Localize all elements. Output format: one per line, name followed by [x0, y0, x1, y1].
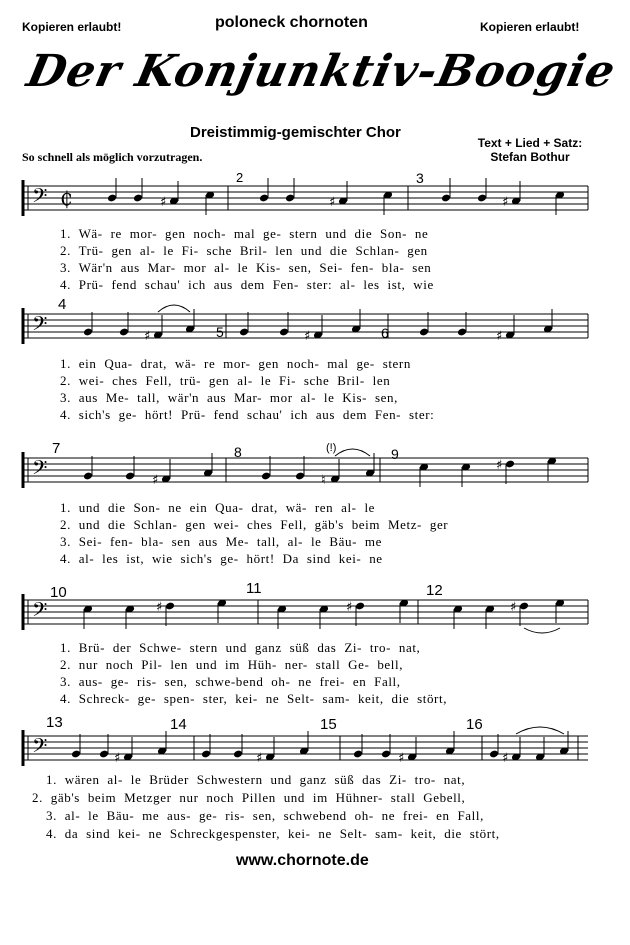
- sharp-icon: ♯: [510, 600, 517, 615]
- sharp-icon: ♯: [496, 329, 503, 344]
- slur: [335, 449, 370, 456]
- measure-number-6: 6: [381, 325, 389, 341]
- sharp-icon: ♯: [160, 195, 167, 210]
- lyric-line-3-4: 4. al- les ist, wie sich's ge- hört! Da sind kei- ne: [60, 551, 383, 566]
- measure-number-16: 16: [466, 716, 483, 733]
- lyric-line-2-2: 2. wei- ches Fell, trü- gen al- le Fi- sche Bril- len: [60, 373, 391, 388]
- lyric-line-1-1: 1. Wä- re mor- gen noch- mal ge- stern und die Son- ne: [60, 226, 429, 241]
- slur: [158, 305, 190, 312]
- sharp-icon: ♯: [156, 600, 163, 615]
- sharp-icon: ♯: [329, 195, 336, 210]
- measure-number-7: 7: [52, 440, 61, 457]
- lyric-line-5-4: 4. da sind kei- ne Schreckgespenster, kei- ne Selt- sam- keit, die stört,: [46, 826, 500, 841]
- credits-line-1: Text + Lied + Satz:: [477, 136, 583, 150]
- sharp-icon: ♯: [502, 195, 509, 210]
- slur: [516, 727, 564, 734]
- lyric-line-2-3: 3. aus Me- tall, wär'n aus Mar- mor al- le Kis- sen,: [60, 390, 398, 405]
- sharp-icon: ♯: [304, 329, 311, 344]
- credits-line-2: Stefan Bothur: [490, 150, 570, 164]
- lyric-line-2-1: 1. ein Qua- drat, wä- re mor- gen noch- mal ge- stern: [60, 356, 411, 371]
- sharp-icon: ♯: [496, 458, 503, 473]
- tempo-marking: So schnell als möglich vorzutragen.: [22, 150, 203, 164]
- sharp-icon: ♯: [114, 751, 121, 766]
- measure-number-2: 2: [236, 170, 244, 185]
- measure-number-4: 4: [58, 296, 67, 313]
- bass-clef-icon: 𝄢: [32, 456, 48, 484]
- sharp-icon: ♯: [144, 329, 151, 344]
- lyric-line-4-4: 4. Schreck- ge- spen- ster, kei- ne Selt- sam- keit, die stört,: [60, 691, 448, 706]
- lyric-line-2-4: 4. sich's ge- hört! Prü- fend schau' ich aus dem Fen- ster:: [60, 407, 435, 422]
- lyric-line-3-1: 1. und die Son- ne ein Qua- drat, wä- ren al- le: [60, 500, 376, 515]
- song-title: Der Konjunktiv-Boogie: [22, 46, 621, 97]
- lyric-line-4-1: 1. Brü- der Schwe- stern und ganz süß das Zi- tro- nat,: [60, 640, 421, 655]
- subtitle: Dreistimmig-gemischter Chor: [190, 124, 401, 141]
- cut-time-icon: ₵: [60, 186, 73, 210]
- lyric-line-5-1: 1. wären al- le Brüder Schwestern und ganz süß das Zi- tro- nat,: [46, 772, 466, 787]
- lyric-line-5-3: 3. al- le Bäu- me aus- ge- ris- sen, schwebend oh- ne frei- en Fall,: [46, 808, 484, 823]
- measure-number-13: 13: [46, 714, 63, 731]
- lyric-line-4-3: 3. aus- ge- ris- sen, schwe-bend oh- ne frei- en Fall,: [60, 674, 401, 689]
- lyric-line-5-2: 2. gäb's beim Metzger nur noch Pillen und im Hühner- stall Gebell,: [32, 790, 466, 805]
- sharp-icon: ♯: [256, 751, 263, 766]
- copy-note-left: Kopieren erlaubt!: [22, 20, 122, 34]
- measure-number-3: 3: [416, 170, 424, 186]
- measure-number-14: 14: [170, 716, 187, 733]
- lyric-line-1-4: 4. Prü- fend schau' ich aus dem Fen- ster: al- les ist, wie: [60, 277, 434, 292]
- bass-clef-icon: 𝄢: [32, 734, 48, 762]
- natural-icon: ♮: [321, 473, 326, 488]
- measure-number-5: 5: [216, 324, 224, 340]
- slur: [524, 628, 560, 633]
- bass-clef-icon: 𝄢: [32, 598, 48, 626]
- footer-url: www.chornote.de: [236, 852, 369, 869]
- measure-number-12: 12: [426, 582, 443, 599]
- measure-number-8: 8: [234, 444, 242, 460]
- lyric-line-3-3: 3. Sei- fen- bla- sen aus Me- tall, al- le Bäu- me: [60, 534, 382, 549]
- measure-number-10: 10: [50, 584, 67, 601]
- sharp-icon: ♯: [346, 600, 353, 615]
- bass-clef-icon: 𝄢: [32, 184, 48, 212]
- annotation-caution: (!): [326, 442, 337, 454]
- sharp-icon: ♯: [152, 473, 159, 488]
- brand-name: poloneck chornoten: [215, 14, 368, 31]
- lyric-line-1-3: 3. Wär'n aus Mar- mor al- le Kis- sen, Sei- fen- bla- sen: [60, 260, 432, 275]
- sharp-icon: ♯: [398, 751, 405, 766]
- measure-number-9: 9: [391, 446, 399, 462]
- lyric-line-4-2: 2. nur noch Pil- len und im Hüh- ner- stall Ge- bell,: [60, 657, 404, 672]
- lyric-line-1-2: 2. Trü- gen al- le Fi- sche Bril- len und die Schlan- gen: [60, 243, 428, 258]
- measure-number-15: 15: [320, 716, 337, 733]
- lyric-line-3-2: 2. und die Schlan- gen wei- ches Fell, gäb's beim Metz- ger: [60, 517, 449, 532]
- bass-clef-icon: 𝄢: [32, 312, 48, 340]
- sharp-icon: ♯: [502, 751, 509, 766]
- copy-note-right: Kopieren erlaubt!: [480, 20, 580, 34]
- measure-number-11: 11: [246, 580, 262, 597]
